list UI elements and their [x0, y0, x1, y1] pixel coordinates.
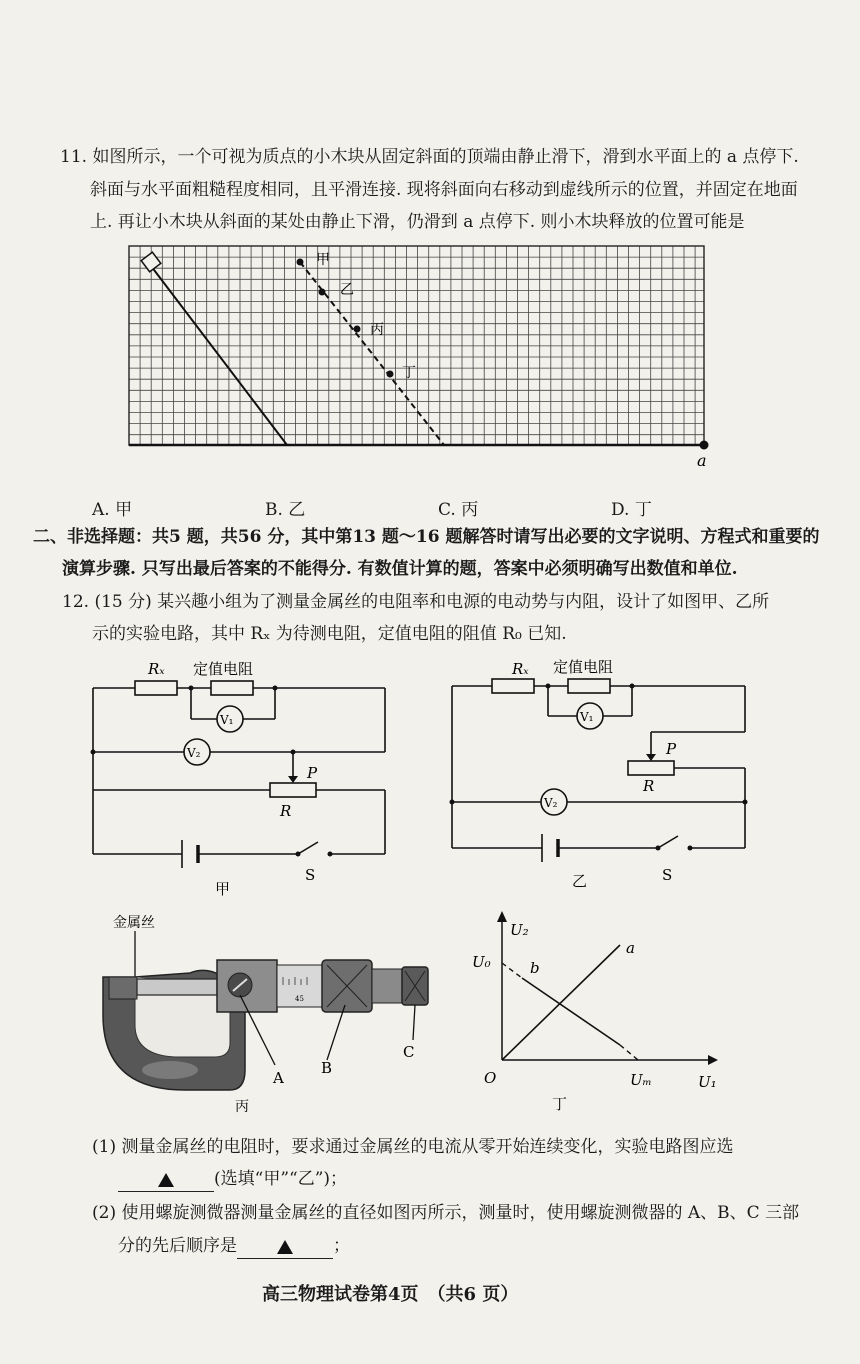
sub1-line-2: (选填“甲”“乙”)；: [118, 1167, 347, 1192]
point-ding: [387, 371, 394, 378]
triangle-icon: [158, 1173, 174, 1187]
scale-reading: 45: [295, 995, 304, 1003]
incline-grid-figure: [120, 240, 720, 470]
label-ding: 丁: [402, 365, 416, 381]
label-yi: 乙: [340, 282, 354, 298]
label-rx: Rₓ: [148, 660, 165, 678]
section2-line-2: 演算步骤. 只写出最后答案的不能得分. 有数值计算的题，答案中必须明确写出数值和单位.: [62, 559, 738, 579]
label-switch-s: S: [662, 866, 673, 884]
caption-bing: 丙: [235, 1099, 249, 1115]
point-bing: [354, 326, 361, 333]
triangle-icon: [277, 1240, 293, 1254]
circuit-yi: [440, 652, 760, 897]
caption-jia: 甲: [215, 880, 231, 897]
micrometer-figure: [95, 905, 445, 1120]
line-b: [522, 978, 620, 1045]
label-jia: 甲: [316, 252, 330, 268]
sub2-line-2: 分的先后顺序是 ；: [118, 1234, 350, 1259]
q12-line-1: 12. (15 分) 某兴趣小组为了测量金属丝的电阻率和电源的电动势与内阻，设计了如图甲、乙所: [62, 592, 770, 612]
q11-line-1: 11. 如图所示，一个可视为质点的小木块从固定斜面的顶端由静止滑下，滑到水平面上的 a 点停下.: [60, 147, 799, 167]
q11-line-3: 上. 再让小木块从斜面的某处由静止下滑，仍滑到 a 点停下. 则小木块释放的位置可能是: [90, 212, 745, 232]
choice-a: A. 甲: [92, 500, 133, 520]
q12-line-2: 示的实验电路，其中 Rₓ 为待测电阻，定值电阻的阻值 R₀ 已知.: [92, 624, 567, 644]
point-a: [700, 441, 709, 450]
label-switch-s: S: [305, 866, 316, 884]
voltmeter-v2: V₂: [187, 746, 201, 760]
label-fixed-resistor: 定值电阻: [553, 658, 614, 676]
label-b: b: [530, 959, 540, 977]
page-footer: 高三物理试卷第4页 （共6 页）: [262, 1284, 519, 1305]
label-a: a: [626, 939, 635, 957]
sub2-line-1: (2) 使用螺旋测微器测量金属丝的直径如图丙所示，测量时，使用螺旋测微器的 A、B、C 三部: [92, 1203, 800, 1223]
label-p: P: [307, 764, 318, 782]
choice-b: B. 乙: [265, 500, 306, 520]
label-p: P: [666, 740, 677, 758]
answer-blank-1[interactable]: [118, 1167, 214, 1192]
label-origin: O: [484, 1069, 497, 1087]
section2-line-1: 二、非选择题：共5 题，共56 分，其中第13 题～16 题解答时请写出必要的文字说明、方程式和重要的: [33, 527, 820, 547]
sub1-line-1: (1) 测量金属丝的电阻时，要求通过金属丝的电流从零开始连续变化，实验电路图应选: [92, 1137, 734, 1157]
choice-d: D. 丁: [611, 500, 652, 520]
label-rx: Rₓ: [512, 660, 529, 678]
voltmeter-v2: V₂: [544, 796, 558, 810]
caption-yi: 乙: [572, 872, 588, 890]
point-jia: [297, 259, 304, 266]
label-bing: 丙: [370, 322, 384, 338]
voltmeter-v1: V₁: [580, 710, 594, 724]
label-part-a: A: [273, 1069, 284, 1087]
u2-u1-graph: [460, 905, 730, 1120]
label-fixed-resistor: 定值电阻: [193, 660, 254, 678]
label-um: Uₘ: [630, 1071, 652, 1089]
label-r: R: [280, 802, 292, 820]
wood-block: [141, 252, 161, 272]
label-a: a: [697, 451, 707, 470]
caption-ding: 丁: [552, 1095, 568, 1113]
label-metal-wire: 金属丝: [113, 915, 155, 931]
line-a: [502, 945, 620, 1060]
label-part-c: C: [403, 1043, 415, 1061]
circuit-jia: [80, 652, 400, 897]
voltmeter-v1: V₁: [220, 713, 234, 727]
label-u0: U₀: [472, 953, 491, 971]
label-u2: U₂: [510, 921, 529, 939]
label-u1: U₁: [698, 1073, 717, 1091]
answer-blank-2[interactable]: [237, 1234, 333, 1259]
label-r: R: [643, 777, 655, 795]
choice-c: C. 丙: [438, 500, 479, 520]
label-part-b: B: [321, 1059, 333, 1077]
q11-line-2: 斜面与水平面粗糙程度相同，且平滑连接. 现将斜面向右移动到虚线所示的位置，并固定在地面: [90, 180, 798, 200]
point-yi: [319, 289, 326, 296]
